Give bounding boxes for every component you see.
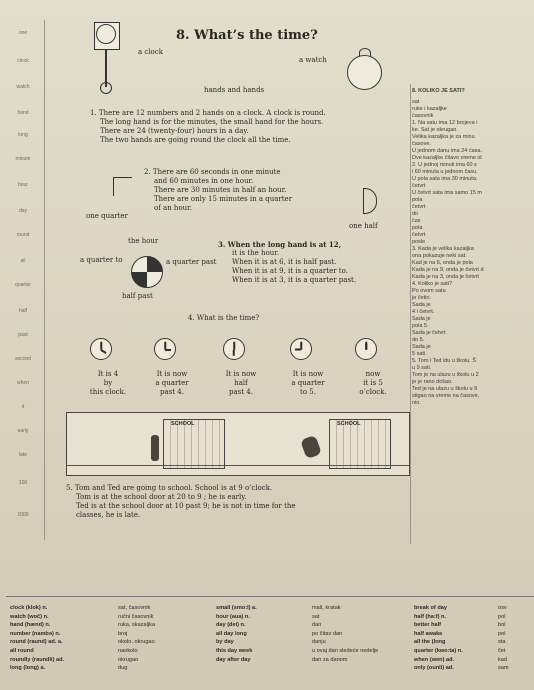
- quarter-shape: [113, 177, 132, 196]
- glossary-translation: broj: [118, 630, 128, 637]
- glossary-term: hour (aua) n.: [216, 613, 250, 620]
- glossary-translation: sat, časovnik: [118, 605, 151, 611]
- side-word: long: [18, 132, 28, 138]
- p2-line-1: 2. There are 60 seconds in one minute: [144, 168, 281, 176]
- glossary-term: when (wen) ad.: [414, 656, 455, 663]
- glossary-translation: mali, kratak: [312, 605, 341, 611]
- translation-line: Velika kazaljka je za minu: [412, 134, 475, 140]
- glossary-term: roundly (raundli) ad.: [10, 656, 65, 663]
- translation-line: Po ovom satu: [412, 288, 446, 294]
- p2-line-4: There are only 15 minutes in a quarter: [154, 195, 293, 203]
- translation-line: Dve kazaljke čitavo vreme id: [412, 155, 482, 161]
- school-sign-right: SCHOOL: [337, 421, 361, 427]
- translation-heading: 8. KOLIKO JE SATI?: [412, 88, 465, 94]
- glossary-term: quarter (kwo:ta) n.: [414, 648, 463, 654]
- side-word: past: [18, 332, 28, 338]
- boy-tom: [151, 435, 159, 461]
- translation-line: je četiri.: [412, 295, 431, 301]
- translation-line: Sada je: [412, 302, 431, 308]
- label-hands: hands and hands: [204, 86, 265, 94]
- side-word: early: [17, 428, 29, 434]
- p5-line-3: Ted is at the school door at 10 past 9; he is not in time for the: [76, 502, 296, 510]
- exercise-clock: [290, 338, 312, 360]
- translation-line: do 5.: [412, 337, 425, 343]
- glossary-translation: u ovaj dan sledeće nedelje: [312, 648, 379, 654]
- glossary-term: day after day: [216, 656, 251, 663]
- p1-line-4: The two hands are going round the clock all the time.: [100, 136, 291, 144]
- translation-line: pola: [412, 225, 423, 231]
- translation-line: je je rano došao.: [412, 379, 453, 385]
- exercise-4-title: 4. What is the time?: [188, 314, 260, 322]
- translation-line: 3. Kada je velika kazaljka: [412, 246, 474, 252]
- clock-caption: now it is 5 o’clock.: [359, 370, 387, 396]
- margin-divider: [44, 20, 45, 540]
- side-word: second: [14, 356, 32, 362]
- p1-line-1: 1. There are 12 numbers and 2 hands on a clock. A clock is round.: [90, 109, 326, 117]
- glossary-term: better half: [414, 622, 442, 629]
- side-word: half: [18, 308, 28, 314]
- p1-line-3: There are 24 (twenty-four) hours in a day.: [100, 127, 249, 135]
- translation-line: četvrt: [412, 204, 426, 210]
- glossary-translation: pol: [498, 630, 506, 637]
- translation-line: 2. U jednoj minuti ima 60 s: [412, 162, 477, 168]
- translation-line: ke. Sat je okrugao.: [412, 127, 458, 133]
- label-one-quarter: one quarter: [86, 212, 128, 220]
- label-a-quarter-past: a quarter past: [166, 258, 217, 266]
- translation-line: časove.: [412, 141, 431, 147]
- translation-column: [412, 88, 534, 407]
- translation-line: Tom je na ulazu u školu u 2: [412, 372, 479, 378]
- half-shape: [363, 188, 377, 214]
- translation-line: pola: [412, 197, 423, 203]
- page-title: 8. What’s the time?: [176, 28, 318, 43]
- side-word: minute: [15, 156, 31, 162]
- translation-line: 5 sati.: [412, 351, 427, 357]
- label-a-quarter-to: a quarter to: [80, 256, 123, 264]
- glossary-translation: sta: [498, 639, 506, 646]
- p2-line-5: of an hour.: [154, 204, 192, 212]
- label-the-hour: the hour: [128, 237, 159, 245]
- translation-line: U četvrt sata ima samo 15 m: [412, 190, 482, 196]
- glossary-translation: čet: [498, 648, 506, 654]
- glossary-term: all day long: [216, 630, 247, 637]
- p5-line-2: Tom is at the school door at 20 to 9 ; he is early.: [76, 493, 247, 501]
- glossary-translation: osv: [498, 605, 507, 611]
- translation-line: u 9 sati.: [412, 365, 432, 371]
- translation-line: i 60 minuta u jednom času.: [412, 169, 478, 175]
- glossary-translation: dan: [312, 622, 322, 629]
- glossary-translation: okolo, okrugao: [118, 639, 155, 646]
- p3-line-4: When it is at 9, it is a quarter to.: [232, 267, 348, 275]
- translation-line: Ted je na ulazu u školu u 9: [412, 386, 478, 392]
- quarters-diagram: [131, 256, 163, 288]
- side-word: round: [16, 232, 30, 238]
- clock-caption: It is 4 by this clock.: [89, 370, 127, 396]
- translation-line: četvrt: [412, 183, 426, 189]
- side-word: 100: [18, 480, 28, 486]
- p5-line-1: 5. Tom and Ted are going to school. School is at 9 o’clock.: [66, 484, 273, 492]
- glossary-term: half (ha:f) n.: [414, 613, 447, 620]
- label-one-half: one half: [349, 222, 378, 230]
- glossary-translation: kad: [498, 656, 508, 663]
- translation-line: U jednom danu ima 24 časa.: [412, 148, 483, 154]
- side-word: one: [18, 30, 28, 36]
- translation-line: sat: [412, 99, 420, 105]
- glossary-term: day (dei) n.: [216, 622, 246, 629]
- translation-line: Kada je na 3, onda je četvrt: [412, 274, 479, 280]
- exercise-clock: [90, 338, 112, 360]
- translation-line: Sada je: [412, 316, 431, 322]
- side-word: 1000: [17, 512, 29, 518]
- glossary-term: half awake: [414, 630, 443, 637]
- glossary-term: number (nambə) n.: [10, 630, 61, 637]
- glossary-translation: pol: [498, 613, 506, 620]
- glossary-term: clock (klok) n.: [10, 605, 48, 611]
- label-half-past: half past: [122, 292, 153, 300]
- school-sign-left: SCHOOL: [171, 421, 195, 427]
- right-divider: [410, 84, 411, 544]
- glossary-translation: ruka, skazaljka: [118, 622, 155, 629]
- label-clock: a clock: [138, 48, 163, 56]
- glossary-term: watch (woč) n.: [10, 613, 49, 620]
- glossary-translation: ručni časovnik: [118, 613, 154, 620]
- side-word: quarter: [15, 282, 31, 288]
- clock-caption: It is now half past 4.: [225, 370, 257, 396]
- glossary-divider: [6, 596, 534, 597]
- side-word: all: [20, 258, 26, 264]
- translation-line: Sada je: [412, 344, 431, 350]
- glossary-translation: po čitav dan: [312, 630, 343, 637]
- p5-line-4: classes, he is late.: [76, 511, 141, 519]
- glossary-term: all round: [10, 648, 34, 654]
- translation-line: do: [412, 211, 419, 217]
- translation-line: časovnik: [412, 113, 434, 119]
- paragraph-5: [66, 484, 406, 520]
- p2-line-2: and 60 minutes in one hour.: [154, 177, 254, 185]
- translation-line: četvrt: [412, 232, 426, 238]
- translation-line: čas: [412, 218, 421, 224]
- glossary-term: round (raund) ad. a.: [10, 639, 63, 646]
- exercise-clock: [154, 338, 176, 360]
- translation-line: stigao na vreme na časove,: [412, 393, 480, 399]
- exercise-clock: [223, 338, 245, 360]
- clock-caption: It is now a quarter past 4.: [155, 370, 189, 396]
- side-word: day: [18, 208, 28, 214]
- side-word: hour: [17, 182, 28, 188]
- school-illustration: [66, 412, 410, 476]
- clock-caption: It is now a quarter to 5.: [291, 370, 325, 396]
- pocket-watch-illustration: [345, 48, 385, 90]
- paragraph-3: [218, 240, 408, 285]
- translation-line: posle: [412, 239, 426, 245]
- p1-line-2: The long hand is for the minutes, the small hand for the hours.: [100, 118, 324, 126]
- side-word: hand: [17, 110, 29, 116]
- p3-line-1: 3. When the long hand is at 12,: [218, 240, 342, 249]
- glossary-translation: okrugao: [118, 656, 139, 663]
- translation-line: ona pokazuje neki sat.: [412, 253, 467, 259]
- glossary-term: hand (hænd) n.: [10, 622, 51, 629]
- glossary-translation: danju: [312, 639, 326, 646]
- glossary-term: break of day: [414, 605, 447, 611]
- side-word: it: [21, 404, 25, 410]
- p3-line-5: When it is at 3, it is a quarter past.: [232, 276, 357, 284]
- glossary-term: all the (long: [414, 639, 446, 646]
- glossary-term: long (long) a.: [10, 665, 46, 672]
- translation-line: 5. Tom i Ted idu u školu. Š: [412, 358, 476, 364]
- side-word: late: [18, 452, 28, 458]
- translation-line: 4. Koliko je sati?: [412, 281, 453, 287]
- p3-line-2: it is the hour.: [232, 249, 280, 257]
- glossary-translation: naokolo: [118, 648, 138, 654]
- glossary-term: by day: [216, 639, 234, 646]
- paragraph-2: [144, 168, 344, 213]
- label-watch: a watch: [299, 56, 327, 64]
- translation-line: 1. Na satu ima 12 brojeva i: [412, 120, 478, 126]
- side-word: when: [17, 380, 29, 386]
- translation-line: Kada je na 9, onda je četvrt d: [412, 267, 484, 273]
- glossary-translation: dug: [118, 665, 128, 672]
- translation-line: Kad je na 6, onda je pola: [412, 260, 473, 266]
- translation-line: pola 5.: [412, 323, 429, 329]
- side-word: clock: [17, 58, 29, 64]
- glossary-term: this day week: [216, 648, 253, 654]
- glossary-term: small (smo:l) a.: [216, 605, 257, 611]
- glossary-translation: bol: [498, 622, 506, 629]
- glossary-translation: sam: [498, 665, 509, 672]
- glossary-translation: sat: [312, 613, 320, 620]
- p2-line-3: There are 30 minutes in half an hour.: [154, 186, 287, 194]
- exercise-clock: [355, 338, 377, 360]
- paragraph-1: [90, 109, 405, 145]
- translation-line: U pola sata ima 30 minuta.: [412, 176, 478, 182]
- glossary-term: only (ounli) ad.: [414, 665, 454, 672]
- translation-line: 4 i četvrt.: [412, 309, 435, 315]
- p3-line-3: When it is at 6, it is half past.: [232, 258, 337, 266]
- translation-line: ruke i kazaljke: [412, 106, 447, 112]
- glossary-translation: dan za danom: [312, 656, 348, 663]
- translation-line: nio.: [412, 400, 421, 406]
- translation-line: Sada je četvrt: [412, 330, 446, 336]
- boy-ted: [300, 435, 322, 459]
- side-word: watch: [16, 84, 30, 90]
- wall-clock-illustration: [92, 22, 122, 92]
